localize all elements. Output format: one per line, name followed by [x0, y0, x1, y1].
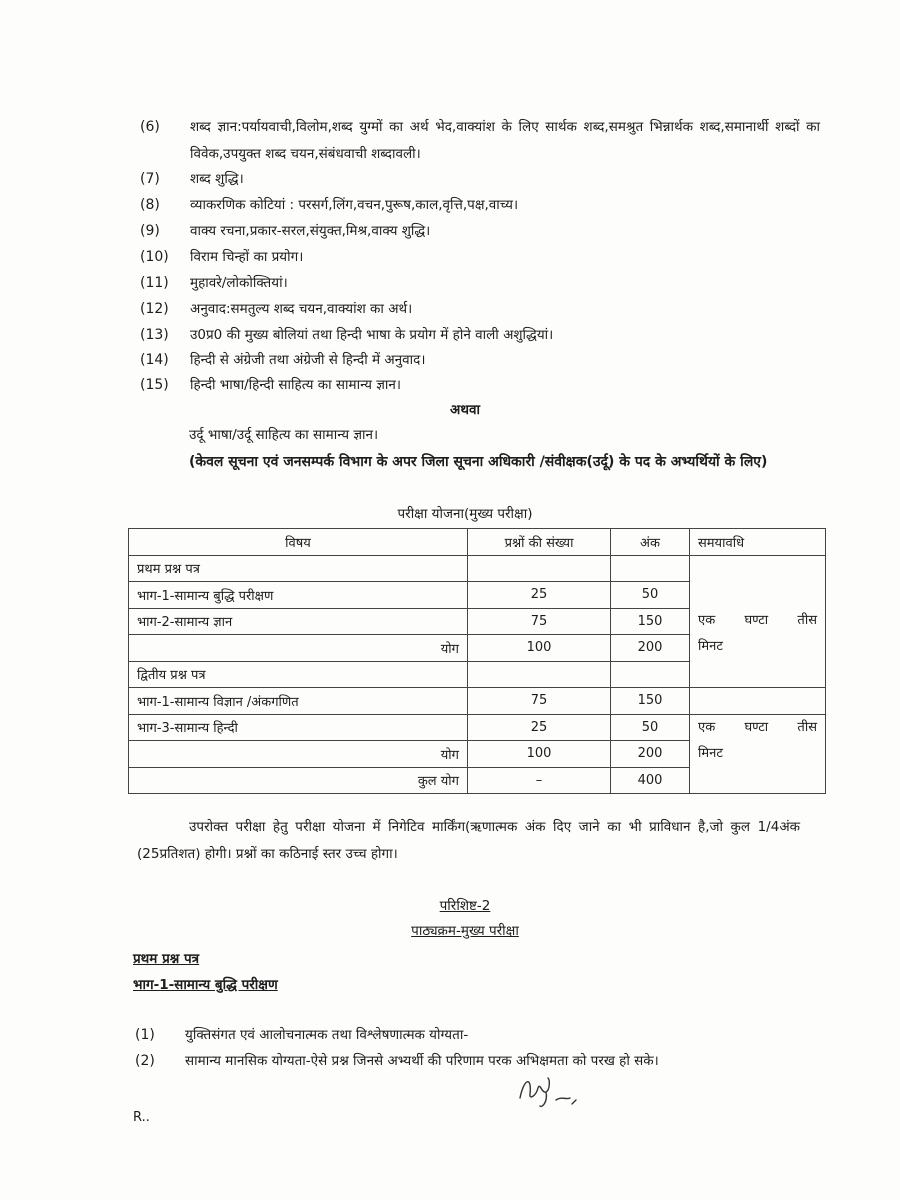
empty-cell [690, 688, 826, 715]
item-text: शब्द ज्ञान:पर्यायवाची,विलोम,शब्द युग्मों का अर्थ भेद,वाक्यांश के लिए सार्थक शब्द,समश्रुत भिन्नार्थक शब्द,समानार्थी शब्दों का विवेक,उपयुक्त शब्द चयन,संबंधवाची शब्दावली। [190, 119, 820, 162]
row-count: 25 [468, 714, 611, 741]
item-number: (15) [140, 377, 169, 393]
item-number: (14) [140, 352, 169, 368]
duration-word: घण्टा [744, 719, 769, 735]
duration-word: घण्टा [744, 612, 769, 628]
grand-total-count: – [468, 767, 611, 794]
item-text: अनुवाद:समतुल्य शब्द चयन,वाक्यांश का अर्थ। [190, 301, 413, 317]
footer-mark: R.. [133, 1110, 150, 1125]
paper1-heading: प्रथम प्रश्न पत्र [129, 555, 468, 582]
item-text: सामान्य मानसिक योग्यता-ऐसे प्रश्न जिनसे अभ्यर्थी की परिणाम परक अभिक्षमता को परख हो सके। [185, 1053, 659, 1069]
item-number: (13) [140, 327, 169, 343]
paper2-total-label: योग [129, 741, 468, 768]
row-count: 75 [468, 608, 611, 635]
syllabus-title: पाठ्यक्रम-मुख्य परीक्षा [411, 923, 519, 939]
paper1-total-marks: 200 [611, 635, 690, 662]
row-count: 25 [468, 582, 611, 609]
paper1-duration-cell [690, 555, 826, 688]
header-count: प्रश्नों की संख्या [468, 529, 611, 556]
paper-heading: प्रथम प्रश्न पत्र [133, 951, 200, 967]
item-number: (11) [140, 275, 169, 291]
item-text: व्याकरणिक कोटियां : परसर्ग,लिंग,वचन,पुरूष,काल,वृत्ति,पक्ष,वाच्य। [190, 197, 519, 213]
signature-image [512, 1070, 584, 1110]
row-marks: 150 [611, 688, 690, 715]
header-duration: समयावधि [690, 529, 826, 556]
empty-cell [468, 555, 611, 582]
row-marks: 50 [611, 714, 690, 741]
table-title: परीक्षा योजना(मुख्य परीक्षा) [397, 506, 533, 522]
paper2-duration-cell [690, 714, 826, 794]
part-heading: भाग-1-सामान्य बुद्धि परीक्षण [133, 977, 278, 993]
item-number: (9) [140, 223, 160, 239]
duration-word: मिनट [698, 745, 723, 761]
row-marks: 150 [611, 608, 690, 635]
duration-word: तीस [797, 612, 817, 628]
table-header-row [129, 529, 826, 556]
item-text: हिन्दी से अंग्रेजी तथा अंग्रेजी से हिन्दी में अनुवाद। [190, 352, 426, 368]
empty-cell [468, 661, 611, 688]
empty-cell [611, 555, 690, 582]
item-text: उ0प्र0 की मुख्य बोलियां तथा हिन्दी भाषा के प्रयोग में होने वाली अशुद्धियां। [190, 327, 554, 343]
grand-total-label: कुल योग [129, 767, 468, 794]
duration-word: एक [698, 719, 716, 735]
appendix-title: परिशिष्ट-2 [439, 898, 491, 914]
table-row [129, 555, 826, 582]
row-subject: भाग-2-सामान्य ज्ञान [129, 608, 468, 635]
grand-total-marks: 400 [611, 767, 690, 794]
duration-word: एक [698, 612, 716, 628]
row-marks: 50 [611, 582, 690, 609]
item-text: हिन्दी भाषा/हिन्दी साहित्य का सामान्य ज्ञान। [190, 377, 401, 393]
item-text: वाक्य रचना,प्रकार-सरल,संयुक्त,मिश्र,वाक्य शुद्धि। [190, 223, 431, 239]
paper1-total-count: 100 [468, 635, 611, 662]
item-number: (7) [140, 171, 160, 187]
item-number: (1) [135, 1027, 155, 1043]
table-row [129, 688, 826, 715]
item-text: शब्द शुद्धि। [190, 171, 244, 187]
table-row [129, 714, 826, 741]
duration-word: तीस [797, 719, 817, 735]
item-number: (12) [140, 301, 169, 317]
paper2-total-marks: 200 [611, 741, 690, 768]
urdu-note: (केवल सूचना एवं जनसम्पर्क विभाग के अपर जिला सूचना अधिकारी /संवीक्षक(उर्दू) के पद के अभ्यर्थियों के लिए) [189, 454, 768, 470]
item-number: (8) [140, 197, 160, 213]
exam-scheme-table [128, 528, 826, 794]
item-text: विराम चिन्हों का प्रयोग। [190, 249, 304, 265]
item-number: (6) [140, 119, 160, 135]
item-number: (2) [135, 1053, 155, 1069]
header-marks: अंक [611, 529, 690, 556]
item-number: (10) [140, 249, 169, 265]
paper2-heading: द्वितीय प्रश्न पत्र [129, 661, 468, 688]
list-item [140, 114, 820, 166]
item-text: मुहावरे/लोकोक्तियां। [190, 275, 288, 291]
paper2-total-count: 100 [468, 741, 611, 768]
paper1-total-label: योग [129, 635, 468, 662]
header-subject: विषय [129, 529, 468, 556]
empty-cell [611, 661, 690, 688]
row-subject: भाग-1-सामान्य विज्ञान /अंकगणित [129, 688, 468, 715]
item-text: युक्तिसंगत एवं आलोचनात्मक तथा विश्लेषणात्मक योग्यता- [185, 1027, 469, 1043]
paper1-duration-line [698, 608, 817, 634]
row-subject: भाग-3-सामान्य हिन्दी [129, 714, 468, 741]
row-count: 75 [468, 688, 611, 715]
row-subject: भाग-1-सामान्य बुद्धि परीक्षण [129, 582, 468, 609]
athva-label: अथवा [450, 402, 480, 418]
duration-word: मिनट [698, 638, 723, 654]
urdu-line: उर्दू भाषा/उर्दू साहित्य का सामान्य ज्ञान। [189, 427, 379, 443]
negative-marking-note: उपरोक्त परीक्षा हेतु परीक्षा योजना में निगेटिव मार्किंग(ऋणात्मक अंक दिए जाने का भी प्राविधान है,जो कुल 1/4अंक (25प्रतिशत) होगी। प्रश्नों का कठिनाई स्तर उच्च होगा। [137, 819, 800, 862]
paper2-duration-line [698, 715, 817, 741]
